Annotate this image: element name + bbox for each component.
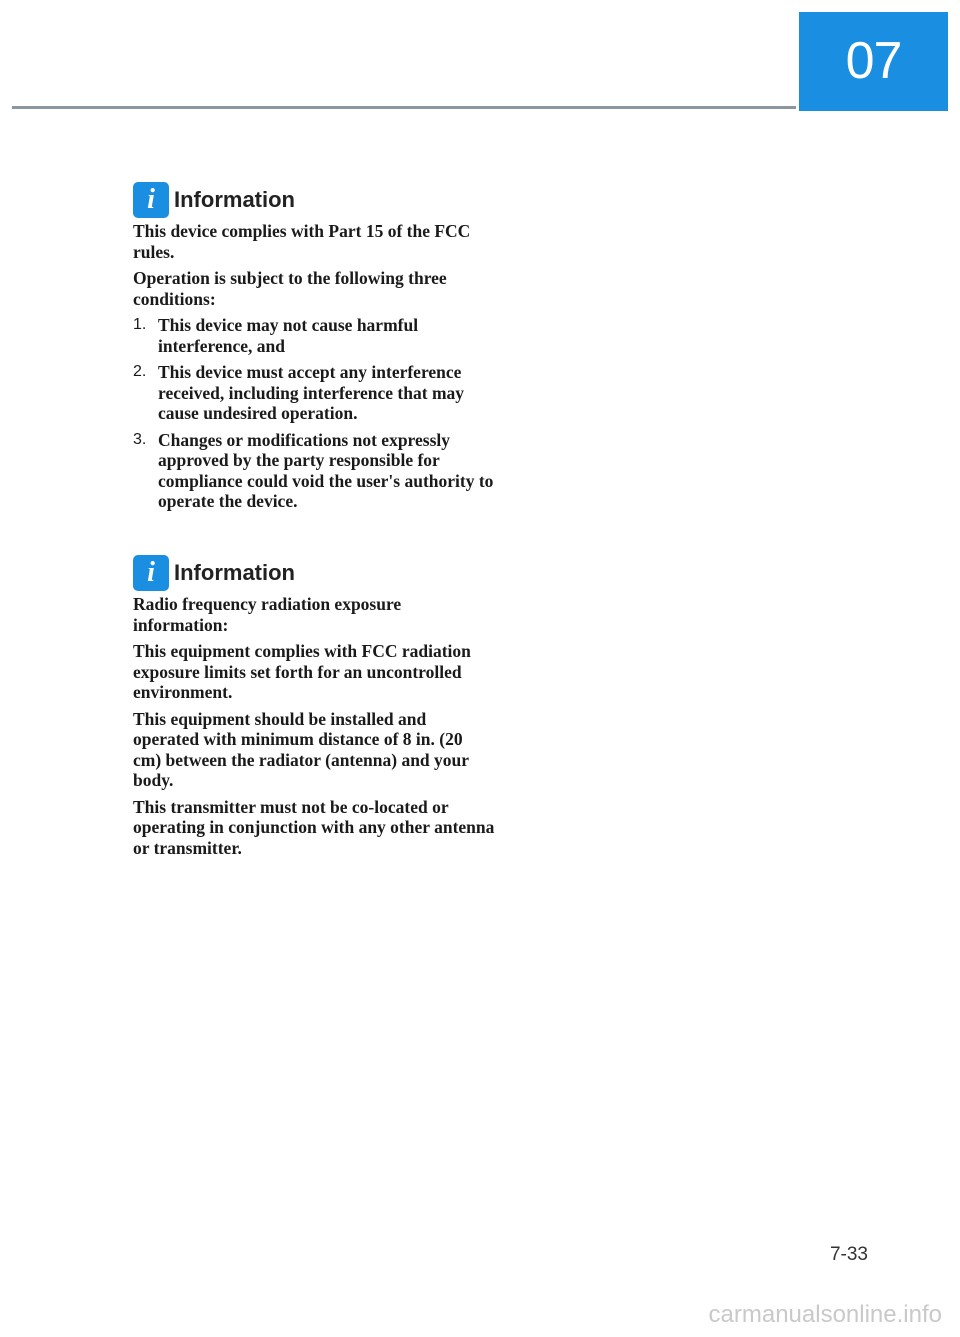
info-title: Information xyxy=(174,560,295,585)
list-text: This device may not cause harmful interference, and xyxy=(158,315,419,356)
list-item xyxy=(133,315,495,356)
paragraph: This equipment should be installed and operated with minimum distance of 8 in. (20 cm) between the radiator (antenna) and your body. xyxy=(133,708,469,790)
info-icon: i xyxy=(133,555,169,591)
list-number: 2. xyxy=(133,363,147,380)
paragraph: Radio frequency radiation exposure information: xyxy=(133,594,402,635)
info-block-fcc xyxy=(133,182,495,518)
list-item xyxy=(133,430,495,512)
info-title: Information xyxy=(174,187,295,212)
list-text: This device must accept any interference received, including interference that may cause undesired operation. xyxy=(158,362,465,423)
paragraph: This device complies with Part 15 of the FCC rules. xyxy=(133,221,471,262)
paragraph: This equipment complies with FCC radiation exposure limits set forth for an uncontrolled environment. xyxy=(133,641,471,702)
conditions-list xyxy=(133,315,495,512)
list-text: Changes or modifications not expressly approved by the party responsible for compliance could void the user's authority to operate the device. xyxy=(158,429,494,511)
list-item xyxy=(133,362,495,424)
info-icon: i xyxy=(133,182,169,218)
info-header xyxy=(133,182,495,218)
watermark: carmanualsonline.info xyxy=(708,1301,942,1328)
paragraph: Operation is subject to the following three conditions: xyxy=(133,268,447,309)
header-rule xyxy=(12,106,796,109)
info-block-rf-exposure xyxy=(133,555,495,864)
paragraph: This transmitter must not be co-located or operating in conjunction with any other antenna or transmitter. xyxy=(133,796,495,858)
list-number: 1. xyxy=(133,316,147,333)
page-number: 7-33 xyxy=(829,1244,868,1265)
list-number: 3. xyxy=(133,430,147,448)
chapter-tab: 07 xyxy=(799,12,948,111)
info-header xyxy=(133,555,495,591)
